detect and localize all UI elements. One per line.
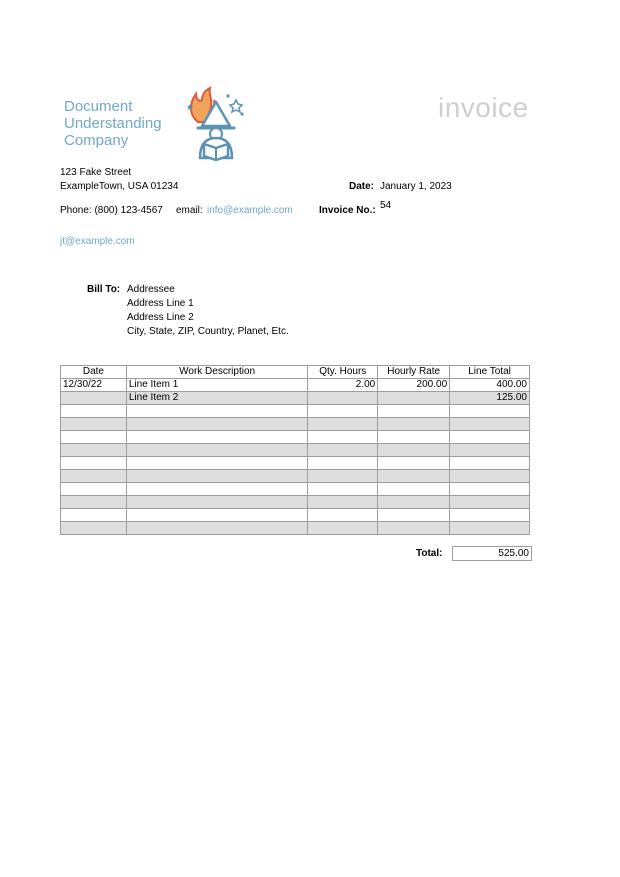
table-row — [61, 405, 530, 418]
email-label: email: — [176, 205, 203, 216]
table-row — [61, 431, 530, 444]
cell-date — [61, 509, 127, 522]
header-line-total: Line Total — [450, 366, 530, 379]
cell-line-total — [450, 496, 530, 509]
document-title: invoice — [438, 92, 529, 123]
cell-qty-hours — [308, 509, 378, 522]
header-date: Date — [61, 366, 127, 379]
table-row — [61, 392, 530, 405]
table-header-row — [61, 366, 530, 379]
cell-description — [126, 457, 307, 470]
bill-to-line: Address Line 2 — [127, 312, 194, 323]
cell-hourly-rate — [378, 522, 450, 535]
company-phone: Phone: (800) 123-4567 — [60, 205, 163, 216]
cell-hourly-rate: 200.00 — [378, 379, 450, 392]
line-items-table — [60, 365, 530, 535]
table-row — [61, 509, 530, 522]
cell-qty-hours — [308, 431, 378, 444]
table-row — [61, 418, 530, 431]
cell-hourly-rate — [378, 431, 450, 444]
cell-description — [126, 522, 307, 535]
cell-hourly-rate — [378, 457, 450, 470]
cell-qty-hours — [308, 470, 378, 483]
cell-qty-hours — [308, 457, 378, 470]
cell-qty-hours: 2.00 — [308, 379, 378, 392]
cell-hourly-rate — [378, 496, 450, 509]
cell-hourly-rate — [378, 405, 450, 418]
bill-to-line: Addressee — [127, 284, 175, 295]
cell-line-total — [450, 418, 530, 431]
company-city: ExampleTown, USA 01234 — [60, 181, 179, 192]
cell-qty-hours — [308, 496, 378, 509]
cell-line-total — [450, 457, 530, 470]
bill-to-line: Address Line 1 — [127, 298, 194, 309]
cell-description — [126, 405, 307, 418]
cell-description: Line Item 1 — [126, 379, 307, 392]
cell-hourly-rate — [378, 392, 450, 405]
date-value: January 1, 2023 — [380, 181, 452, 192]
cell-qty-hours — [308, 483, 378, 496]
cell-description — [126, 418, 307, 431]
cell-date — [61, 496, 127, 509]
cell-description — [126, 431, 307, 444]
cell-line-total — [450, 509, 530, 522]
header-hourly-rate: Hourly Rate — [378, 366, 450, 379]
cell-hourly-rate — [378, 418, 450, 431]
cell-date — [61, 483, 127, 496]
cell-description — [126, 496, 307, 509]
cell-date: 12/30/22 — [61, 379, 127, 392]
cell-description — [126, 470, 307, 483]
cell-line-total — [450, 522, 530, 535]
cell-description — [126, 509, 307, 522]
date-label: Date: — [349, 181, 375, 192]
cell-qty-hours — [308, 418, 378, 431]
cell-hourly-rate — [378, 483, 450, 496]
cell-qty-hours — [308, 444, 378, 457]
table-row — [61, 496, 530, 509]
cell-line-total — [450, 431, 530, 444]
email-link[interactable]: info@example.com — [207, 205, 293, 216]
bill-to-line: City, State, ZIP, Country, Planet, Etc. — [127, 326, 289, 337]
cell-description — [126, 483, 307, 496]
header-work-description: Work Description — [126, 366, 307, 379]
cell-qty-hours — [308, 405, 378, 418]
company-name — [64, 98, 184, 149]
cell-date — [61, 522, 127, 535]
cell-date — [61, 431, 127, 444]
extra-email-link[interactable]: jt@example.com — [60, 236, 135, 247]
cell-qty-hours — [308, 522, 378, 535]
header-qty-hours: Qty. Hours — [308, 366, 378, 379]
cell-date — [61, 418, 127, 431]
cell-hourly-rate — [378, 444, 450, 457]
cell-line-total — [450, 483, 530, 496]
cell-line-total — [450, 444, 530, 457]
wizard-reading-book-icon — [176, 86, 252, 162]
cell-qty-hours — [308, 392, 378, 405]
invoice-no-label: Invoice No.: — [319, 205, 376, 216]
cell-description — [126, 444, 307, 457]
cell-line-total: 400.00 — [450, 379, 530, 392]
company-name-line2: Understanding — [64, 115, 162, 132]
total-label: Total: — [416, 548, 443, 559]
table-row — [61, 483, 530, 496]
company-name-line3: Company — [64, 132, 129, 149]
cell-hourly-rate — [378, 509, 450, 522]
invoice-no-value: 54 — [380, 200, 392, 211]
total-value: 525.00 — [452, 546, 532, 561]
cell-hourly-rate — [378, 470, 450, 483]
cell-date — [61, 470, 127, 483]
cell-date — [61, 444, 127, 457]
table-row — [61, 444, 530, 457]
table-row — [61, 457, 530, 470]
company-street: 123 Fake Street — [60, 167, 132, 178]
cell-date — [61, 392, 127, 405]
cell-line-total — [450, 405, 530, 418]
cell-description: Line Item 2 — [126, 392, 307, 405]
cell-line-total — [450, 470, 530, 483]
cell-date — [61, 405, 127, 418]
bill-to-label: Bill To: — [87, 284, 121, 295]
cell-line-total: 125.00 — [450, 392, 530, 405]
table-row — [61, 470, 530, 483]
cell-date — [61, 457, 127, 470]
table-row — [61, 522, 530, 535]
table-row — [61, 379, 530, 392]
company-name-line1: Document — [64, 98, 133, 115]
